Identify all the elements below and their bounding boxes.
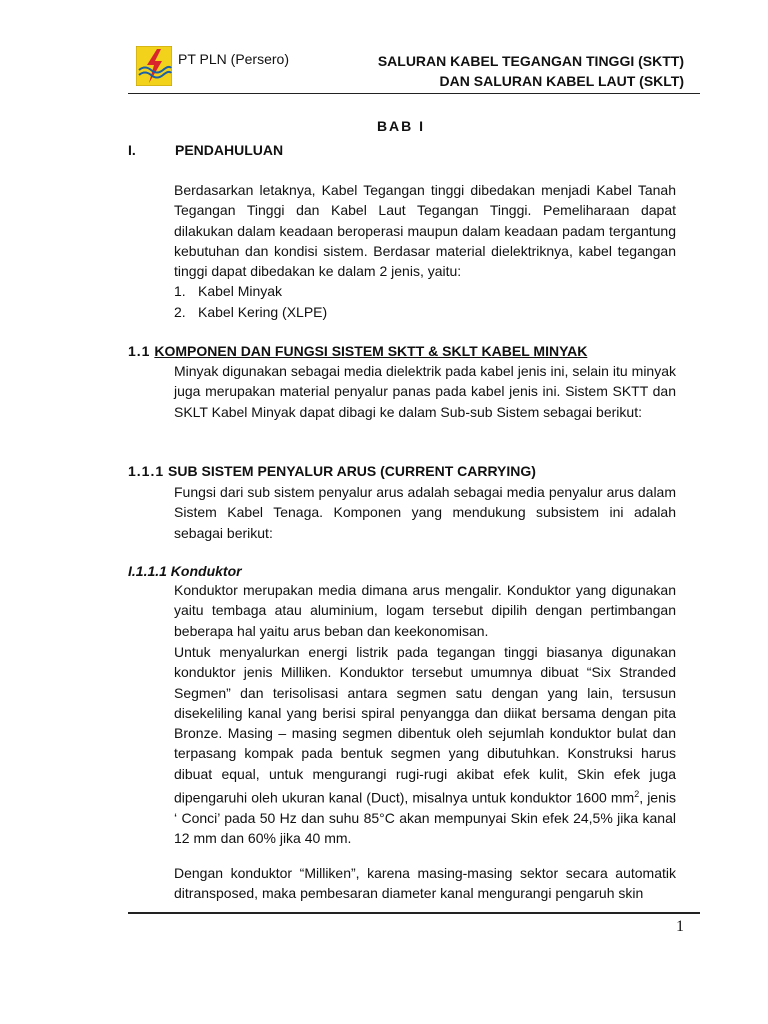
section-1-1-paragraph [174,361,676,422]
document-title [378,51,684,91]
conductor-paragraph-2 [174,642,676,849]
document-title-line2: DAN SALURAN KABEL LAUT (SKLT) [439,73,684,89]
company-name: PT PLN (Persero) [178,51,289,67]
list-item [174,281,327,302]
chapter-heading: BAB I [376,118,426,134]
list-number: 2. [174,304,186,320]
list-label: Kabel Kering (XLPE) [198,304,328,320]
pln-logo [136,46,172,86]
page-number: 1 [676,918,684,935]
section-1-1-1-paragraph [174,482,676,543]
list-item [174,302,327,323]
section-1-1-1-title: SUB SISTEM PENYALUR ARUS (CURRENT CARRYING) [168,463,536,479]
section-1-1-1-heading [128,463,536,479]
intro-text: Berdasarkan letaknya, Kabel Tegangan tinggi dibedakan menjadi Kabel Tanah Tegangan Tinggi dan Kabel Laut Tegangan Tinggi. Pemeliharaan dapat dilakukan dalam keadaan beroperasi maupun dalam keadaan padam tergantung kebutuhan dan kondisi sistem. Berdasar material dielektriknya, kabel tegangan tinggi dapat dibedakan ke dalam 2 jenis, yaitu: [174,182,676,280]
list-label: Kabel Minyak [198,283,283,299]
conductor-paragraph-1 [174,580,676,641]
header-divider [128,93,700,94]
section-1-1-1-number: 1.1.1 [128,463,165,479]
conductor-text-2 [174,642,676,849]
conductor-heading: I.1.1.1 Konduktor [128,563,242,579]
cable-type-list [174,281,327,323]
list-number: 1. [174,283,186,299]
superscript-2: 2 [634,789,640,800]
section-1-1-number: 1.1 [128,343,151,359]
section-1-1-heading [128,343,587,359]
conductor-paragraph-3 [174,863,676,904]
section-1-1-title: KOMPONEN DAN FUNGSI SISTEM SKTT & SKLT KABEL MINYAK [154,343,588,359]
conductor-text-1: Konduktor merupakan media dimana arus mengalir. Konduktor yang digunakan yaitu tembaga atau aluminium, logam tersebut dipilih dengan pertimbangan beberapa hal yaitu arus beban dan keekonomisan. [174,582,676,639]
document-title-line1: SALURAN KABEL TEGANGAN TINGGI (SKTT) [377,53,684,69]
section-1-1-text: Minyak digunakan sebagai media dielektrik pada kabel jenis ini, selain itu minyak juga merupakan material penyalur panas pada kabel jenis ini. Sistem SKTT dan SKLT Kabel Minyak dapat dibagi ke dalam Sub-sub Sistem sebagai berikut: [174,363,676,420]
section-1-1-1-text: Fungsi dari sub sistem penyalur arus adalah sebagai media penyalur arus dalam Sistem Kabel Tenaga. Komponen yang mendukung subsistem ini adalah sebagai berikut: [174,484,676,541]
conductor-text-2b: , jenis ‘ Conci’ pada 50 Hz dan suhu 85°C akan mempunyai Skin efek 24,5% jika kanal 12 mm dan 60% jika 40 mm. [174,789,676,847]
section-title: PENDAHULUAN [175,142,284,158]
intro-paragraph [174,180,676,281]
conductor-text-2a: Untuk menyalurkan energi listrik pada tegangan tinggi biasanya digunakan konduktor jenis Milliken. Konduktor tersebut umumnya dibuat “Six Stranded Segmen” dan terisolisasi antara segmen satu dengan yang lain, tersusun disekeliling kanal yang berisi spiral penyangga dan diikat bersama dengan pita Bronze. Masing – masing segmen dibentuk oleh sejumlah konduktor bulat dan terpasang kompak pada bentuk segmen yang dibutuhkan. Konstruksi harus dibuat equal, untuk mengurangi rugi-rugi akibat efek kulit, Skin efek juga dipengaruhi oleh ukuran kanal (Duct), misalnya untuk konduktor 1600 mm [174,644,676,806]
footer-divider [128,912,700,914]
conductor-text-3: Dengan konduktor “Milliken”, karena masing-masing sektor secara automatik ditransposed, maka pembesaran diameter kanal mengurangi pengaruh skin [174,865,676,902]
section-number: I. [128,142,136,158]
